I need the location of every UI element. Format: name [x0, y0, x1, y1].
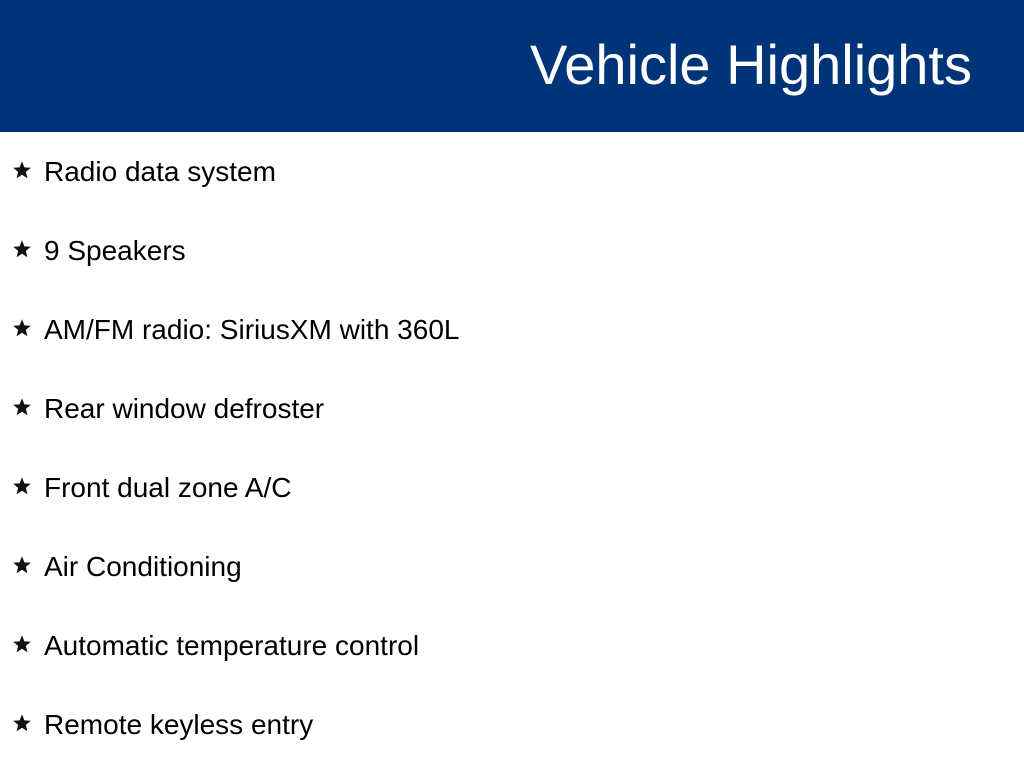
feature-label: AM/FM radio: SiriusXM with 360L	[44, 314, 460, 345]
star-icon	[11, 317, 33, 339]
list-item	[0, 547, 1000, 587]
list-item	[0, 389, 1000, 429]
star-icon	[11, 238, 33, 260]
list-item	[0, 152, 1000, 192]
list-item	[0, 468, 1000, 508]
feature-label: Radio data system	[44, 156, 276, 187]
title-banner	[0, 0, 1024, 132]
feature-label: Front dual zone A/C	[44, 472, 292, 503]
star-icon	[11, 712, 33, 734]
list-item	[0, 310, 1000, 350]
star-icon	[11, 475, 33, 497]
star-icon	[11, 396, 33, 418]
feature-label: Remote keyless entry	[44, 709, 314, 740]
feature-label: Automatic temperature control	[44, 630, 420, 661]
star-icon	[11, 159, 33, 181]
feature-label: Air Conditioning	[44, 551, 242, 582]
page-title: Vehicle Highlights	[529, 33, 972, 96]
feature-label: Rear window defroster	[44, 393, 325, 424]
feature-label: 9 Speakers	[44, 235, 186, 266]
list-item	[0, 231, 1000, 271]
list-item	[0, 626, 1000, 666]
star-icon	[11, 554, 33, 576]
star-icon	[11, 633, 33, 655]
list-item	[0, 705, 1000, 745]
